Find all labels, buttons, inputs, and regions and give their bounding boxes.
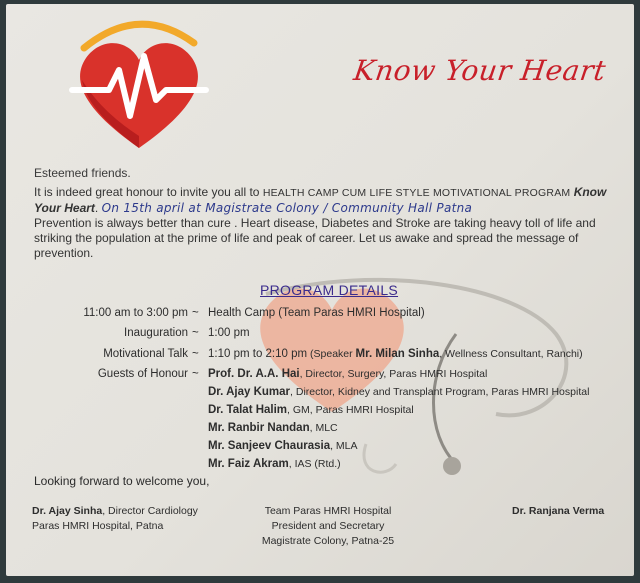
closing-line: Looking forward to welcome you, xyxy=(34,474,210,488)
row-label-motivational-talk: Motivational Talk xyxy=(103,348,188,360)
intro-text: It is indeed great honour to invite you all to xyxy=(34,185,263,199)
title-know: Know xyxy=(573,185,607,199)
guest-role: , Director, Surgery, Paras HMRI Hospital xyxy=(299,368,488,380)
row-label-guests: Guests of Honour xyxy=(97,368,188,380)
row-tilde: ~ xyxy=(192,327,199,339)
guest-role: , Director, Kidney and Transplant Program, Paras HMRI Hospital xyxy=(290,386,590,398)
signatory-left-name: Dr. Ajay Sinha xyxy=(32,505,103,517)
signatory-left xyxy=(32,504,198,534)
intro-paragraph: It is indeed great honour to invite you all to HEALTH CAMP CUM LIFE STYLE MOTIVATIONAL PROGRAM Know Your Heart. On 15th april at Magistrate Colony / Community Hall Patna Prevention is always better than cure . Heart disease, Diabetes and Stroke are taking heavy toll of life and striking the population at the prime of life and peak of career. Let us awake and spread the message of prevention. xyxy=(34,185,607,260)
row-tilde: ~ xyxy=(192,348,199,360)
guest-role: , MLA xyxy=(330,440,358,452)
signatory-right-name: Dr. Ranjana Verma xyxy=(512,505,605,517)
guest-item xyxy=(208,439,358,453)
guest-name: Mr. Sanjeev Chaurasia xyxy=(208,440,331,452)
guest-name: Dr. Ajay Kumar xyxy=(208,386,291,398)
handwritten-note: On 15th april at Magistrate Colony / Community Hall Patna xyxy=(101,201,473,215)
guest-role: , MLC xyxy=(309,422,338,434)
talk-speaker-role: , Wellness Consultant, Ranchi) xyxy=(439,348,583,360)
greeting: Esteemed friends. xyxy=(34,166,131,180)
guest-item xyxy=(208,421,338,435)
guest-item xyxy=(208,403,414,417)
guest-name: Mr. Ranbir Nandan xyxy=(208,422,310,434)
row-label-inauguration: Inauguration xyxy=(124,327,188,339)
title-your-heart: Your Heart xyxy=(34,201,95,215)
heart-pulse-logo-icon xyxy=(64,8,214,158)
row-value-health-camp: Health Camp (Team Paras HMRI Hospital) xyxy=(208,307,425,319)
row-value-inauguration: 1:00 pm xyxy=(208,327,250,339)
signatory-center xyxy=(238,504,418,549)
guest-name: Prof. Dr. A.A. Hai xyxy=(208,368,300,380)
guest-item xyxy=(208,367,487,381)
guest-role: , IAS (Rtd.) xyxy=(288,458,341,470)
talk-speaker-prefix: (Speaker xyxy=(307,348,356,360)
guest-item xyxy=(208,385,589,399)
program-heading: PROGRAM DETAILS xyxy=(260,282,399,298)
signatory-right xyxy=(512,504,604,519)
talk-time: 1:10 pm to 2:10 pm xyxy=(208,348,308,360)
row-label-time: 11:00 am to 3:00 pm xyxy=(83,307,188,319)
guest-role: , GM, Paras HMRI Hospital xyxy=(287,404,414,416)
signatory-center-role: President and Secretary xyxy=(271,520,385,532)
program-name: HEALTH CAMP CUM LIFE STYLE MOTIVATIONAL PROGRAM xyxy=(262,187,571,199)
signatory-center-org: Team Paras HMRI Hospital xyxy=(264,505,392,517)
row-value-motivational-talk xyxy=(208,347,583,361)
intro-body: Prevention is always better than cure . Heart disease, Diabetes and Stroke are taking heavy toll of life and striking the population at the prime of life and peak of career. Let us awake and spread the message of prevention. xyxy=(34,216,596,260)
signatory-left-role: , Director Cardiology xyxy=(102,505,198,517)
guest-name: Dr. Talat Halim xyxy=(208,404,288,416)
guest-name: Mr. Faiz Akram xyxy=(208,458,289,470)
signatory-center-address: Magistrate Colony, Patna-25 xyxy=(261,535,395,547)
signatory-left-org: Paras HMRI Hospital, Patna xyxy=(32,520,164,532)
row-tilde: ~ xyxy=(192,368,199,380)
talk-speaker-name: Mr. Milan Sinha xyxy=(355,348,440,360)
page-title: Know Your Heart xyxy=(351,54,609,87)
row-tilde: ~ xyxy=(192,307,199,319)
invitation-card xyxy=(6,4,634,576)
guest-item xyxy=(208,457,341,471)
